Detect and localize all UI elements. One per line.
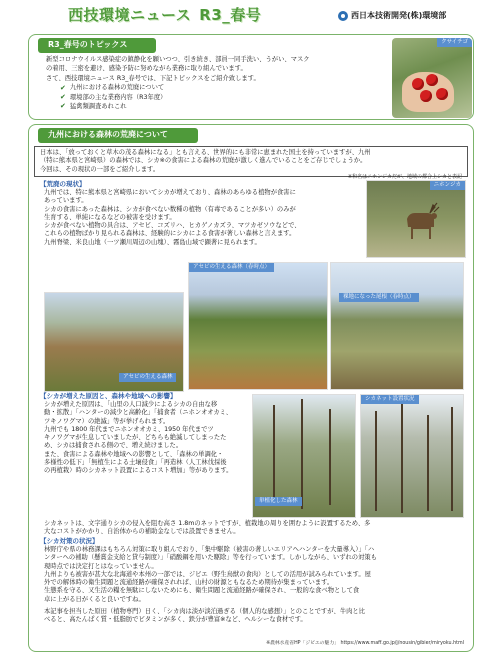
check-icon: ✔: [60, 102, 66, 111]
cause-line: シカが増えた原因は、「山里の人口減少によるシカの自由な移: [44, 401, 218, 408]
berry-shape: [412, 78, 424, 90]
status-line: シカが食べない植物の具合は、アセビ、コズリハ、ヒカゲノカズラ、マツカゼソウなどで、: [44, 222, 301, 230]
status-line: 九州脊梁、米良山地（一ツ瀬川周辺の山塊）、霧島山域で顕著に見られます。: [44, 238, 261, 246]
tree-trunk: [401, 403, 403, 513]
status-line: これらの植物ばかり見られる森林は、経験的にシカによる食害が著しい森林と言えます。: [44, 230, 296, 238]
status-line: 九州では、特に熊本県と宮崎県においてシカが増えており、森林のあらゆる植物が食害に: [44, 189, 296, 196]
cause-heading: 【シカが増えた原因と、森林や地域への影響】: [40, 392, 177, 400]
cause-line: 大なコストがかかり、自治体からの補助金なしでは設置できません。: [44, 528, 240, 536]
source-footnote: ※農林水産省HP「ジビエの魅力」 https://www.maff.go.jp/j/nousin/gibier/miryoku.html: [266, 641, 464, 646]
forest-notice: [34, 146, 468, 180]
tree-trunk: [301, 399, 303, 509]
tree-trunk: [427, 415, 429, 511]
newsletter-title: [68, 6, 261, 26]
cause-paragraph: [44, 401, 248, 476]
kusaichigo-label: クサイチゴ: [437, 38, 472, 47]
cause-line: 動・拡散」「ハンターの減少と高齢化」「捕食者（ニホンオオカミ、: [44, 409, 233, 417]
closing-line: べると、高たんぱく質・低脂肪でビタミンが多く、鉄分が豊富※など、ヘルシーな食材です。: [44, 616, 307, 624]
response-line: 外での解体時の衛生問題と流通経路が確保されれば、山村の財源ともなるため期待が集まっています。: [44, 579, 334, 587]
tree-trunk: [329, 409, 331, 505]
response-line: ンターへの補助（懸賞金支給と貸与制度）」「硝酸鋼を用いた駆除」等を行っています。しかしながら、いずれの対策も: [44, 554, 377, 562]
topic-item: [60, 84, 376, 93]
forest-section-title: 九州における森林の荒廃について: [38, 128, 198, 143]
berry-shape: [436, 88, 448, 100]
cause-line: ツキノワグマ）の絶滅」等が挙げられます。: [44, 417, 170, 425]
topics-section-title: R3_春号のトピックス: [38, 38, 156, 53]
response-line: 卓に上がる日がくると良いですね。: [44, 595, 145, 603]
cause-line: の再植栽）時のシカネット設置によるコスト増加」等があります。: [44, 467, 233, 475]
deer-photo: [366, 180, 466, 258]
topic-item: [60, 102, 376, 111]
company-name-text: 西日本技術開発(株)環境部: [351, 11, 447, 20]
deer-label: ニホンジカ: [430, 181, 465, 190]
company-name: [338, 11, 446, 22]
cause-line: キノワグマが生息していましたが、どちらも絶滅してしまったた: [44, 434, 227, 442]
topic-item-label: 九州における森林の荒廃について: [69, 84, 165, 92]
intro-line: さて、西技環境ニュース R3_春号では、下記トピックスをご紹介致します。: [46, 74, 260, 82]
closing-paragraph: [44, 608, 464, 625]
asebi-forest-photo: [188, 262, 328, 390]
season-label: R3_春号: [199, 6, 262, 24]
status-paragraph: [44, 189, 362, 247]
newsletter-title-text: 西技環境ニュース: [68, 6, 192, 24]
simplified-forest-label: 単植化した森林: [255, 497, 302, 506]
cause-line: 多様性の低下」「無植生による土壌侵食」「再造林（人工林伐採後: [44, 459, 227, 467]
check-icon: ✔: [60, 83, 66, 92]
status-line: 生育する、単純になるなどの被害を受けます。: [44, 213, 176, 221]
topics-intro: [46, 56, 376, 112]
response-paragraph: [44, 546, 464, 604]
response-line: 現時点では決定打とはなっていません。: [44, 562, 158, 570]
simplified-forest-photo: [252, 394, 356, 518]
tree-trunk: [375, 411, 377, 511]
company-logo-icon: [338, 11, 348, 21]
notice-line: （特に熊本県と宮崎県）の森林では、シカ※の食害による森林の荒廃が激しく進んでいることをご存じでしょうか。: [40, 157, 367, 165]
topics-list: [60, 84, 376, 112]
deer-fence-label: シカネット設置状況: [361, 395, 419, 404]
kusaichigo-photo: [392, 38, 472, 118]
topic-item-label: 環境部の主な業務内容（R3年度）: [69, 93, 167, 101]
cause-paragraph-cont: [44, 520, 464, 537]
asebi-label: アセビの生える森林: [119, 373, 176, 382]
status-line: シカの食害にあった森林は、シカが食べない数種の植物（有毒であることが多い）のみが: [44, 205, 296, 213]
cause-line: め、シカは捕食される側ので、増え続けました。: [44, 442, 183, 450]
response-line: 生態系を守る、又生活の糧を無駄にしないためにも、衛生問題と流通経路が確保され、一般的な食べ物として食: [44, 587, 360, 595]
closing-line: 本記事を担当した原田（植物専門）日く、「シカ肉は淡が淡泊過ぎる（個人的な感想）」とのことですが、牛肉と比: [44, 608, 366, 615]
notice-footnote: ※和名はニホンジカだが、地域の都合上シカと表記: [347, 173, 462, 180]
notice-line: 今回は、その現状の一部をご紹介します。: [40, 165, 160, 173]
status-line: あっています。: [44, 197, 88, 205]
cause-line: また、食害による森林や地域への影響として、「森林の単調化・: [44, 450, 224, 458]
topic-item-label: 猛禽類調査あれこれ: [69, 102, 127, 110]
deer-icon: [397, 199, 443, 245]
topic-item: [60, 93, 376, 102]
page-header: [0, 0, 500, 30]
check-icon: ✔: [60, 93, 66, 102]
notice-line: 日本は、「放っておくと草木の茂る森林になる」とも言える、世界的にも非常に恵まれた国土を持っていますが、九州: [40, 149, 371, 156]
response-line: 九州よりも被害が甚大な北海道や本州の一部では、ジビエ（野生鳥獣の食肉）としての活用が試みられています。屋: [44, 570, 371, 578]
status-heading: 【荒廃の現状】: [40, 180, 86, 188]
cause-line: 九州でも 1800 年代までニホンオオカミ、1950 年代までツ: [44, 425, 214, 433]
intro-line: 新型コロナウイルス感染症の鎮静化を願いつつ、引き続き、部員一同手洗い、うがい、マスク: [46, 56, 310, 63]
bare-ridge-photo: [330, 262, 464, 390]
cause-line: シカネットは、文字通りシカの侵入を阻む高さ 1.8mのネットですが、植栽地の周りを囲むように設置するため、多: [44, 520, 371, 527]
bare-ridge-label: 裸地になった尾根（春時点）: [339, 293, 419, 302]
berry-shape: [420, 90, 432, 102]
tree-trunk: [273, 405, 275, 505]
response-heading: 【シカ対策の状況】: [40, 537, 99, 545]
asebi-photo: [44, 292, 184, 392]
tree-trunk: [451, 407, 453, 511]
intro-line: の着用、三密を避け、感染予防に努めながら業務に取り組んでいます。: [46, 65, 247, 73]
asebi-forest-label: アセビの生える森林（春時点）: [189, 263, 274, 272]
response-line: 林野庁や県の林務課はもちろん対策に取り組んでおり、「集中駆除（被害の著しいエリアへハンターを大量導入）」「ハ: [44, 546, 375, 553]
deer-fence-photo: [360, 394, 464, 518]
berry-shape: [426, 74, 438, 86]
